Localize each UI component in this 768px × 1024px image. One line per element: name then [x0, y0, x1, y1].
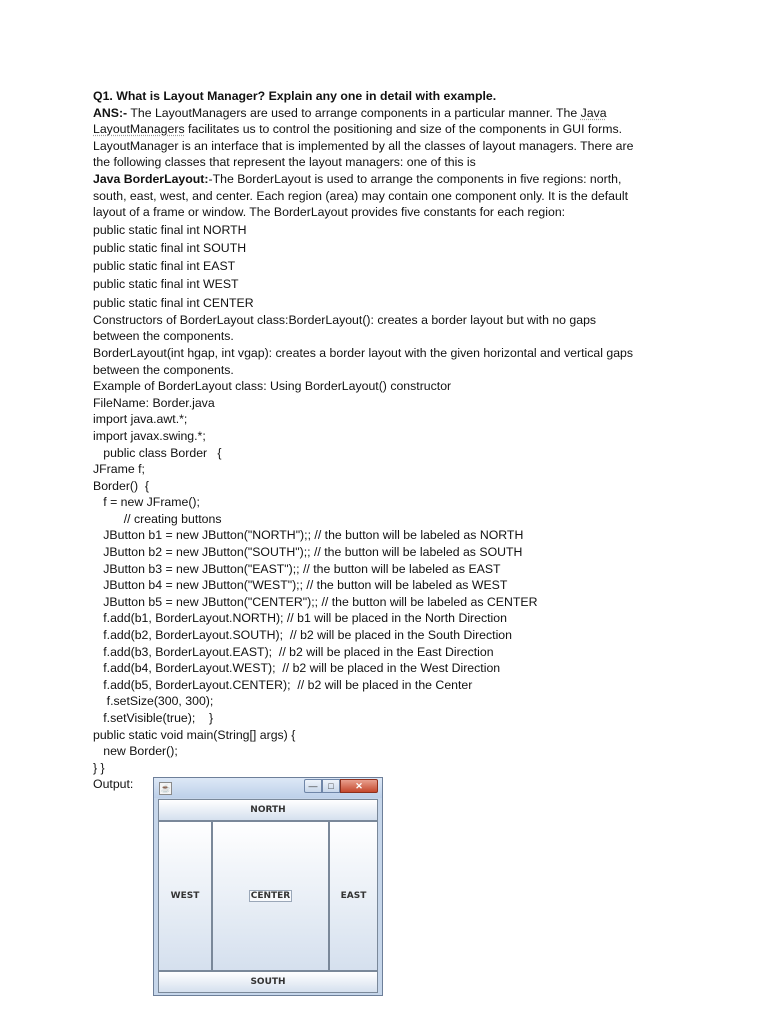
code-line: f.setSize(300, 300); [93, 694, 214, 709]
close-icon[interactable]: ✕ [340, 779, 378, 793]
ctor-line-1 [93, 312, 693, 329]
borderlayout-text: -The BorderLayout is used to arrange the components in five regions: north, [208, 171, 622, 186]
code-line: f.add(b1, BorderLayout.NORTH); // b1 will be placed in the North Direction [93, 611, 507, 626]
code-line: f.add(b4, BorderLayout.WEST); // b2 will be placed in the West Direction [93, 661, 501, 676]
output-window [153, 777, 383, 996]
ctor2-desc: creates a border layout with the given horizontal and vertical gaps [272, 345, 634, 360]
code-line: } } [93, 760, 105, 775]
borderlayout-line-2: south, east, west, and center. Each region (area) may contain one component only. It is the default [93, 188, 628, 203]
constant-south: public static final int SOUTH [93, 240, 247, 255]
ctor-intro: Constructors of BorderLayout class: [93, 312, 289, 327]
ctor1-name: BorderLayout(): [288, 312, 374, 327]
east-button-label: EAST [340, 891, 367, 901]
code-line: f.setVisible(true); } [93, 711, 214, 726]
code-line: import javax.swing.*; [93, 428, 206, 443]
filename-label: FileName: [93, 395, 150, 410]
window-content [158, 799, 378, 993]
filename-value: Border.java [149, 395, 215, 410]
constant-east: public static final int EAST [93, 259, 236, 274]
code-line: f.add(b2, BorderLayout.SOUTH); // b2 will be placed in the South Direction [93, 628, 512, 643]
code-line: f.add(b5, BorderLayout.CENTER); // b2 will be placed in the Center [93, 677, 473, 692]
maximize-icon[interactable]: □ [322, 779, 340, 793]
code-line: public class Border { [93, 445, 222, 460]
code-line: JButton b4 = new JButton("WEST");; // the button will be labeled as WEST [93, 578, 508, 593]
document-body [93, 88, 693, 776]
ctor1-desc: creates a border layout but with no gaps [373, 312, 597, 327]
filename-line [93, 395, 693, 412]
west-button-label: WEST [170, 891, 200, 901]
code-line: import java.awt.*; [93, 412, 188, 427]
borderlayout-line-1 [93, 171, 693, 188]
ctor-line-3 [93, 345, 693, 362]
borderlayout-line-3: layout of a frame or window. The BorderLayout provides five constants for each region: [93, 205, 566, 220]
ctor-line-4: between the components. [93, 362, 234, 377]
code-line: JButton b5 = new JButton("CENTER");; // the button will be labeled as CENTER [93, 594, 538, 609]
code-line: JFrame f; [93, 462, 145, 477]
borderlayout-label: Java BorderLayout: [93, 171, 209, 186]
java-link-word: Java [580, 105, 607, 120]
code-line: public static void main(String[] args) { [93, 727, 296, 742]
west-button[interactable] [158, 821, 212, 971]
minimize-icon[interactable]: — [304, 779, 322, 793]
answer-line-2 [93, 121, 693, 138]
code-block [93, 411, 693, 776]
answer-line-3: LayoutManager is an interface that is implemented by all the classes of layout managers. There are [93, 138, 634, 153]
code-line: new Border(); [93, 744, 178, 759]
south-button-label: SOUTH [250, 977, 286, 987]
ctor2-name: BorderLayout(int hgap, int vgap): [93, 345, 273, 360]
code-line: JButton b2 = new JButton("SOUTH");; // the button will be labeled as SOUTH [93, 545, 523, 560]
code-line: // creating buttons [93, 511, 222, 526]
constant-center: public static final int CENTER [93, 295, 254, 310]
center-button-label: CENTER [250, 891, 291, 901]
north-button[interactable] [158, 799, 378, 821]
output-label: Output: [93, 777, 134, 791]
ans-label: ANS:- [93, 105, 128, 120]
code-line: f = new JFrame(); [93, 495, 200, 510]
south-button[interactable] [158, 971, 378, 993]
code-line: JButton b3 = new JButton("EAST");; // the button will be labeled as EAST [93, 561, 501, 576]
answer-line-1 [93, 105, 693, 122]
constant-west: public static final int WEST [93, 277, 239, 292]
question-heading: Q1. What is Layout Manager? Explain any one in detail with example. [93, 89, 497, 103]
east-button[interactable] [329, 821, 378, 971]
code-line: JButton b1 = new JButton("NORTH");; // the button will be labeled as NORTH [93, 528, 524, 543]
center-button[interactable] [212, 821, 329, 971]
ctor-line-2: between the components. [93, 329, 234, 344]
layoutmanagers-link-word: LayoutManagers [93, 122, 185, 137]
answer-text: The LayoutManagers are used to arrange components in a particular manner. The [127, 105, 581, 120]
answer-text: facilitates us to control the positioning and size of the components in GUI forms. [184, 122, 623, 137]
code-line: Border() { [93, 478, 150, 493]
north-button-label: NORTH [250, 805, 286, 815]
code-line: f.add(b3, BorderLayout.EAST); // b2 will be placed in the East Direction [93, 644, 494, 659]
example-line: Example of BorderLayout class: Using BorderLayout() constructor [93, 379, 452, 394]
answer-line-4: the following classes that represent the layout managers: one of this is [93, 155, 476, 170]
constant-north: public static final int NORTH [93, 222, 247, 237]
window-titlebar[interactable] [154, 778, 382, 798]
java-app-icon: ☕ [160, 784, 171, 793]
